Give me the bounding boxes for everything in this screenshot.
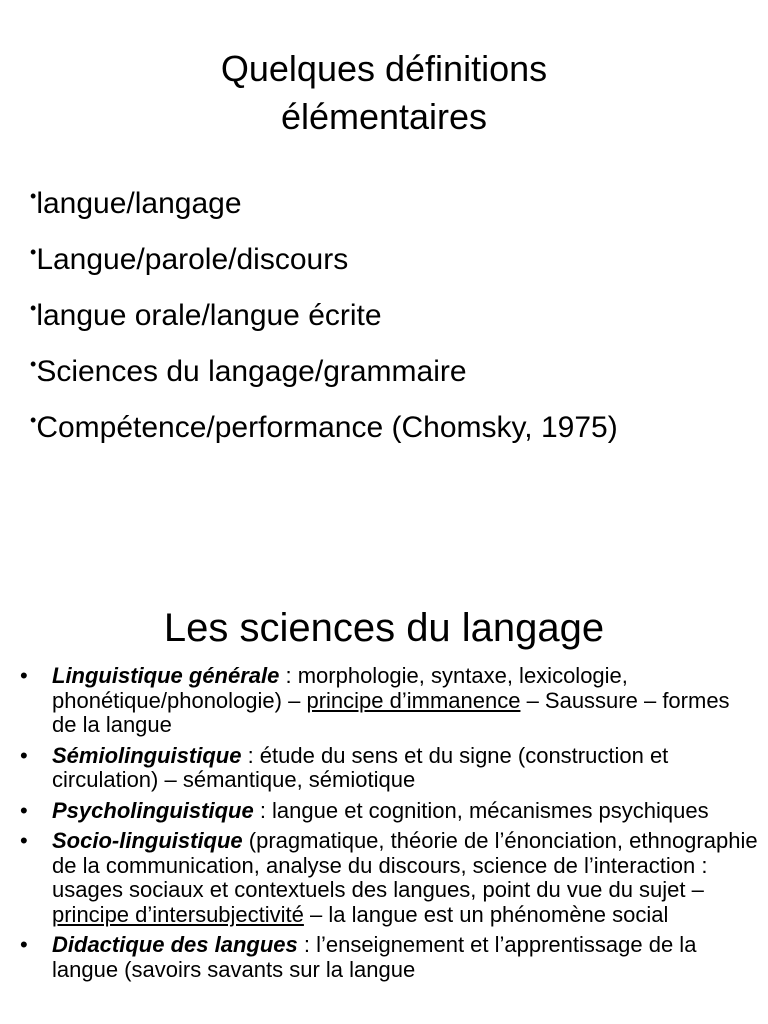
item-term: Linguistique générale (52, 663, 280, 688)
slide1-title-line2: élémentaires (280, 96, 488, 137)
item-text-end: – Saussure – formes de la langue (52, 687, 730, 737)
item-text: : langue et cognition, mécanismes psychiques (253, 797, 709, 823)
list-item (20, 933, 760, 982)
item-underlined-text: principe d’intersubjectivité (52, 901, 304, 927)
item-text: : étude du sens et du signe (construction et circulation) – sémantique, sémiotique (52, 742, 669, 792)
bullet-item (30, 396, 618, 452)
bullet-text: langue orale/langue écrite (36, 299, 382, 332)
item-term: Didactique des langues (52, 932, 298, 957)
slide1-title (0, 45, 768, 141)
bullet-icon: • (30, 298, 37, 318)
item-term: Psycholinguistique (52, 797, 254, 823)
list-item (20, 829, 760, 927)
list-item (20, 664, 760, 738)
slide1-title-line1: Quelques définitions (220, 48, 548, 89)
bullet-item (30, 172, 618, 228)
item-term: Socio-linguistique (52, 828, 243, 853)
bullet-icon: • (20, 797, 28, 823)
bullet-icon: • (20, 828, 28, 853)
bullet-item (30, 340, 618, 396)
item-text: : l’enseignement et l’apprentissage de la langue (savoirs savants sur la langue (52, 932, 697, 982)
slide2-bullet-list (20, 664, 760, 988)
bullet-icon: • (20, 932, 28, 957)
item-term: Sémiolinguistique (52, 742, 242, 768)
item-underlined-text: principe d’immanence (306, 687, 521, 713)
list-item (20, 744, 760, 793)
bullet-item (30, 228, 618, 284)
bullet-text: Sciences du langage/grammaire (36, 355, 467, 388)
item-text-end: – la langue est un phénomène social (303, 901, 669, 927)
bullet-icon: • (20, 663, 28, 688)
bullet-text: Langue/parole/discours (36, 243, 349, 276)
item-text: : morphologie, syntaxe, lexicologie, phonétique/phonologie) – (52, 663, 628, 713)
bullet-text: langue/langage (36, 187, 242, 220)
list-item (20, 799, 760, 824)
bullet-icon: • (30, 242, 37, 262)
slide1-bullet-list (30, 172, 618, 452)
bullet-icon: • (20, 742, 28, 768)
bullet-icon: • (30, 186, 37, 206)
bullet-text: Compétence/performance (Chomsky, 1975) (36, 411, 618, 444)
slide2-title: Les sciences du langage (163, 606, 605, 650)
bullet-icon: • (30, 410, 37, 430)
bullet-icon: • (30, 354, 37, 374)
item-text: (pragmatique, théorie de l’énonciation, ethnographie de la communication, analyse du discours, science de l’interaction : usages sociaux et contextuels des langues, point du vue du sujet – (52, 828, 758, 902)
bullet-item (30, 284, 618, 340)
